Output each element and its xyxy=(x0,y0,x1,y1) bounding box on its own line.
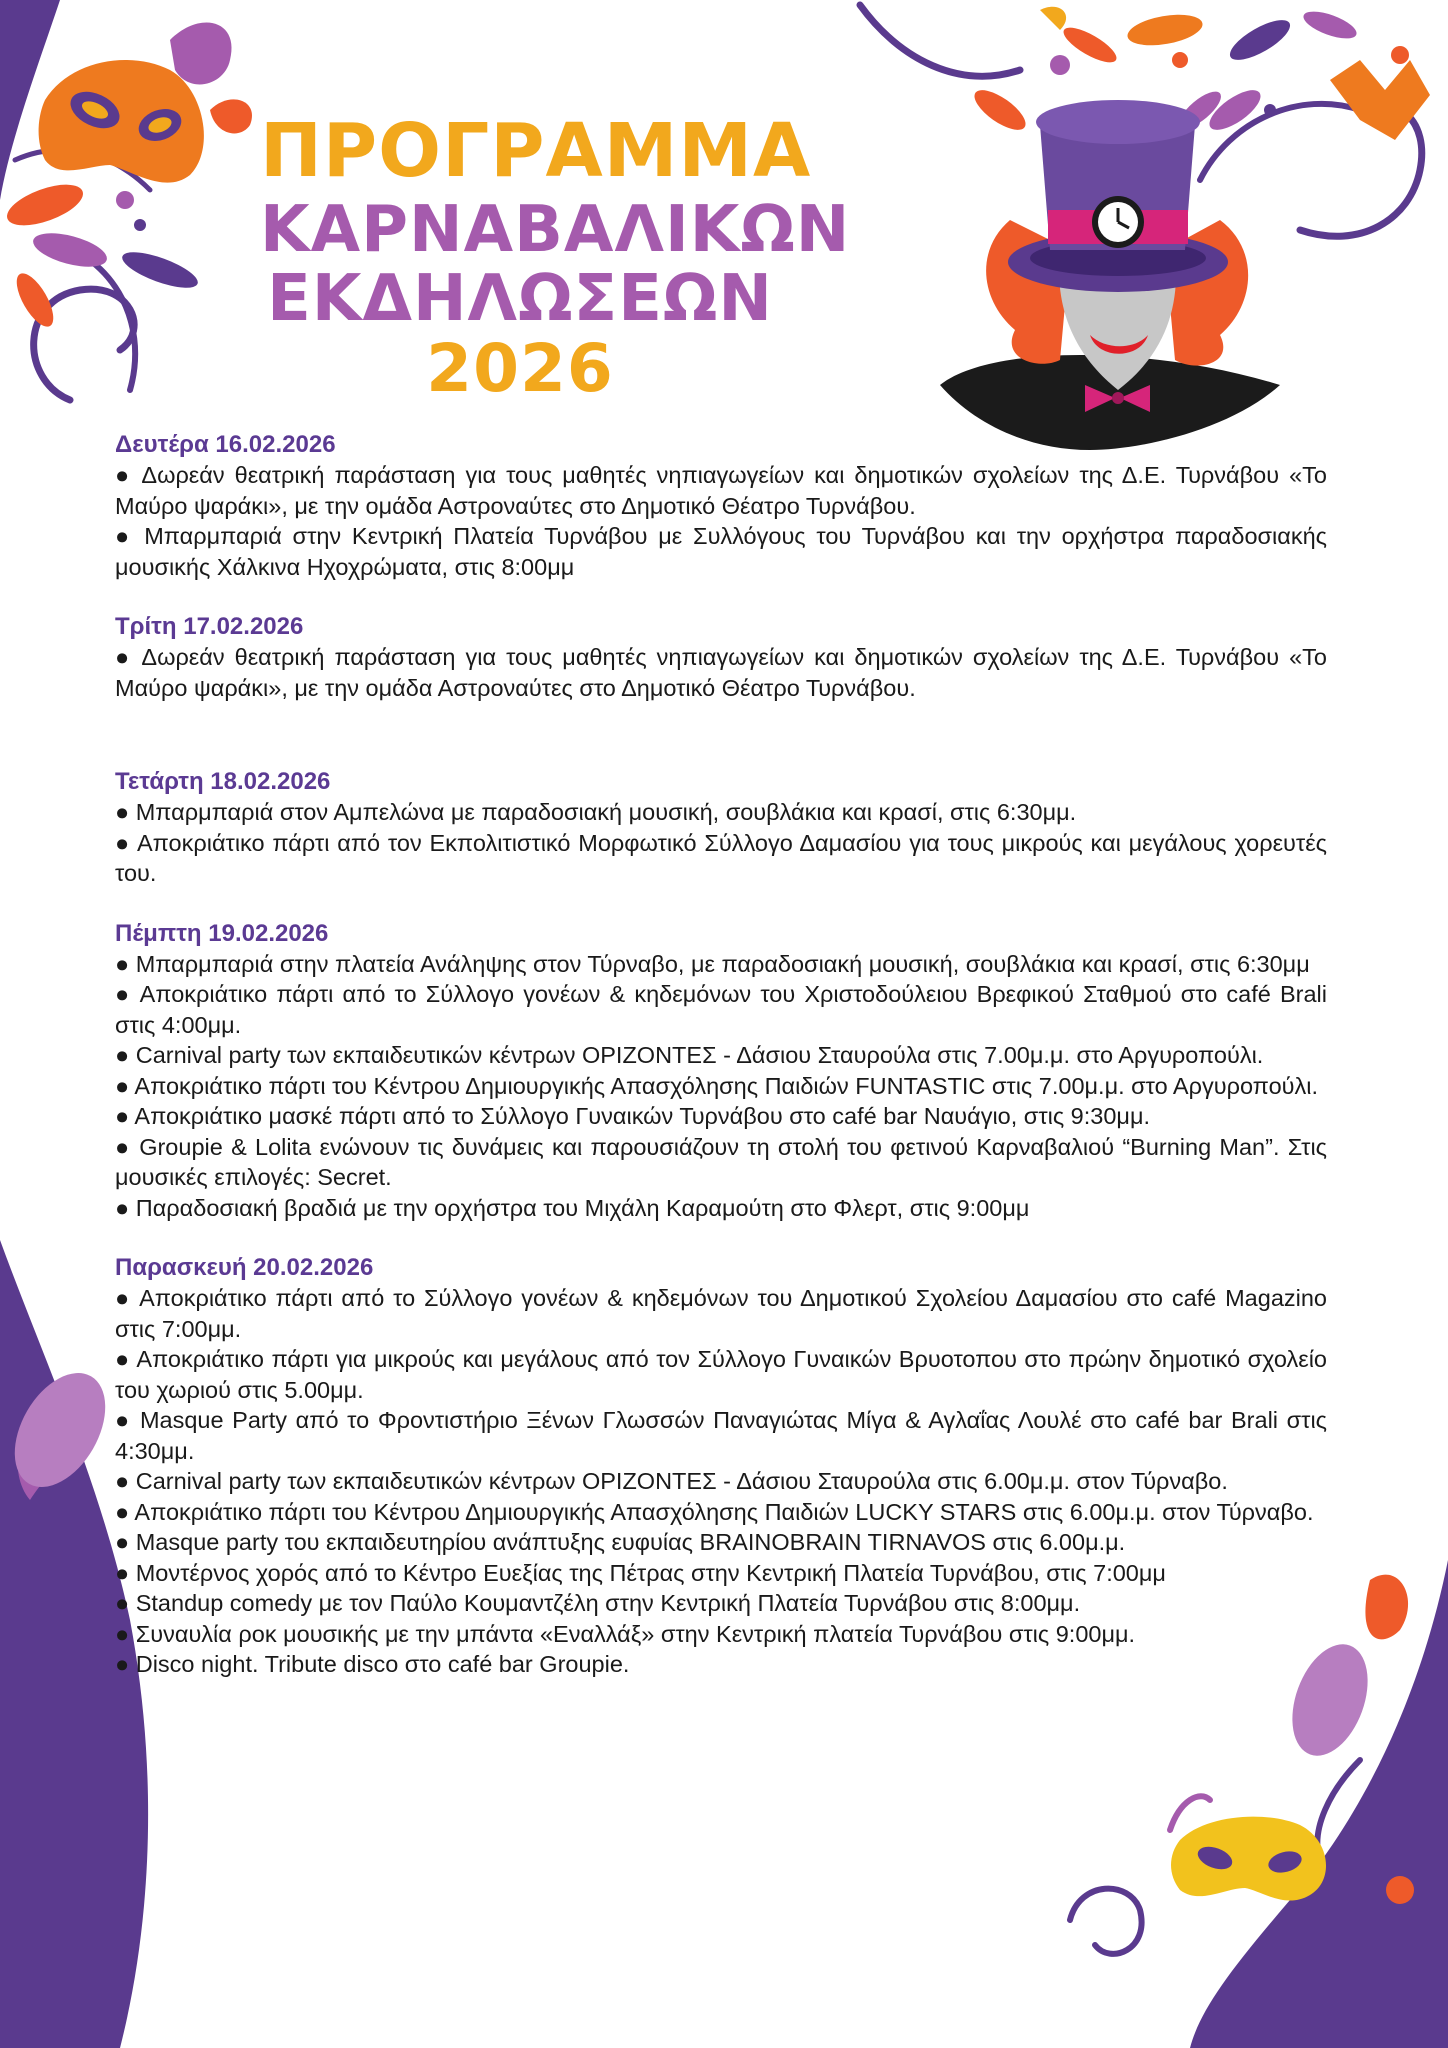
event-item: ● Disco night. Tribute disco στο café bar Groupie. xyxy=(115,1651,630,1677)
day-section-monday xyxy=(115,430,1327,582)
event-item: ● Συναυλία ροκ μουσικής με την μπάντα «Εναλλάξ» στην Κεντρική πλατεία Τυρνάβου στις 9:00μμ. xyxy=(115,1620,1136,1647)
event-item: ● Μοντέρνος χορός από το Κέντρο Ευεξίας της Πέτρας στην Κεντρική Πλατεία Τυρνάβου, στις 7:00μμ xyxy=(115,1559,1166,1586)
event-item: ● Αποκριάτικο πάρτι του Κέντρου Δημιουργικής Απασχόλησης Παιδιών FUNTASTIC στις 7.00μ.μ. στο Αργυροπούλι. xyxy=(115,1072,1318,1099)
carnival-mask-icon xyxy=(1170,1796,1326,1900)
event-item: ● Αποκριάτικο πάρτι για μικρούς και μεγάλους από τον Σύλλογο Γυναικών Βρυοτοπου στο πρώην δημοτικό σχολείο του χωριού στις 5.00μμ. xyxy=(115,1346,1327,1403)
event-item: ● Αποκριάτικο πάρτι από το Σύλλογο γονέων & κηδεμόνων του Δημοτικού Σχολείου Δαμασίου στο café Magazino στις 7:00μμ. xyxy=(115,1285,1327,1342)
event-item: ● Αποκριάτικο πάρτι του Κέντρου Δημιουργικής Απασχόλησης Παιδιών LUCKY STARS στις 6.00μ.μ. στον Τύρναβο. xyxy=(115,1498,1314,1525)
title-line-4: 2026 xyxy=(426,330,614,407)
event-item: ● Δωρεάν θεατρική παράσταση για τους μαθητές νηπιαγωγείων και δημοτικών σχολείων της Δ.Ε. Τυρνάβου «Το Μαύρο ψαράκι», με την ομάδα Αστροναύτες στο Δημοτικό Θέατρο Τυρνάβου. xyxy=(115,462,1327,519)
event-item: ● Masque party του εκπαιδευτηρίου ανάπτυξης ευφυίας BRAINOBRAIN TIRNAVOS στις 6.00μ.μ. xyxy=(115,1529,1126,1555)
day-heading: Τρίτη 17.02.2026 xyxy=(115,613,304,640)
day-section-tuesday xyxy=(115,612,1327,703)
day-heading: Πέμπτη 19.02.2026 xyxy=(115,919,329,947)
title-line-1: ΠΡΟΓΡΑΜΜΑ xyxy=(260,108,812,194)
event-item: ● Carnival party των εκπαιδευτικών κέντρων ΟΡΙΖΟΝΤΕΣ - Δάσιου Σταυρούλα στις 6.00μ.μ. στον Τύρναβο. xyxy=(115,1468,1228,1494)
day-heading: Παρασκευή 20.02.2026 xyxy=(115,1254,374,1281)
carnival-mask-icon xyxy=(39,60,204,183)
event-item: ● Παραδοσιακή βραδιά με την ορχήστρα του Μιχάλη Καραμούτη στο Φλερτ, στις 9:00μμ xyxy=(115,1194,1030,1221)
event-item: ● Αποκριάτικο μασκέ πάρτι από το Σύλλογο Γυναικών Τυρνάβου στο café bar Ναυάγιο, στις 9:30μμ. xyxy=(115,1103,1151,1129)
event-item: ● Μπαρμπαριά στον Αμπελώνα με παραδοσιακή μουσική, σουβλάκια και κρασί, στις 6:30μμ. xyxy=(115,799,1077,825)
event-item: ● Standup comedy με τον Παύλο Κουμαντζέλη στην Κεντρική Πλατεία Τυρνάβου στις 8:00μμ. xyxy=(115,1590,1081,1616)
event-item: ● Masque Party από το Φροντιστήριο Ξένων Γλωσσών Παναγιώτας Μίγα & Αγλαΐας Λουλέ στο café bar Brali στις 4:30μμ. xyxy=(115,1407,1327,1464)
day-heading: Δευτέρα 16.02.2026 xyxy=(115,431,336,458)
event-item: ● Μπαρμπαριά στην Κεντρική Πλατεία Τυρνάβου με Συλλόγους του Τυρνάβου και την ορχήστρα παραδοσιακής μουσικής Χάλκινα Ηχοχρώματα, στις 8:00μμ xyxy=(115,523,1327,580)
event-item: ● Αποκριάτικο πάρτι από το Σύλλογο γονέων & κηδεμόνων του Χριστοδούλειου Βρεφικού Σταθμού στο café Brali στις 4:00μμ. xyxy=(115,981,1327,1038)
event-item: ● Groupie & Lolita ενώνουν τις δυνάμεις και παρουσιάζουν τη στολή του φετινού Καρναβαλιού “Burning Man”. Στις μουσικές επιλογές: Secret. xyxy=(115,1133,1327,1190)
day-heading: Τετάρτη 18.02.2026 xyxy=(115,768,331,795)
event-item: ● Μπαρμπαριά στην πλατεία Ανάληψης στον Τύρναβο, με παραδοσιακή μουσική, σουβλάκια και κρασί, στις 6:30μμ xyxy=(115,950,1310,977)
title-line-3: ΕΚΔΗΛΩΣΕΩΝ xyxy=(267,262,773,336)
event-item: ● Carnival party των εκπαιδευτικών κέντρων ΟΡΙΖΟΝΤΕΣ - Δάσιου Σταυρούλα στις 7.00μ.μ. στο Αργυροπούλι. xyxy=(115,1042,1264,1068)
day-section-thursday xyxy=(115,919,1327,1224)
schedule xyxy=(115,430,1327,1710)
event-item: ● Αποκριάτικο πάρτι από τον Εκπολιτιστικό Μορφωτικό Σύλλογο Δαμασίου για τους μικρούς και μεγάλους χορευτές του. xyxy=(115,829,1327,886)
mad-hatter-icon xyxy=(940,52,1280,450)
pocket-watch-icon xyxy=(1092,196,1144,248)
title-line-2: ΚΑΡΝΑΒΑΛΙΚΩΝ xyxy=(260,193,851,267)
day-section-friday xyxy=(115,1253,1327,1680)
event-item: ● Δωρεάν θεατρική παράσταση για τους μαθητές νηπιαγωγείων και δημοτικών σχολείων της Δ.Ε. Τυρνάβου «Το Μαύρο ψαράκι», με την ομάδα Αστροναύτες στο Δημοτικό Θέατρο Τυρνάβου. xyxy=(115,644,1327,701)
day-section-wednesday xyxy=(115,767,1327,889)
